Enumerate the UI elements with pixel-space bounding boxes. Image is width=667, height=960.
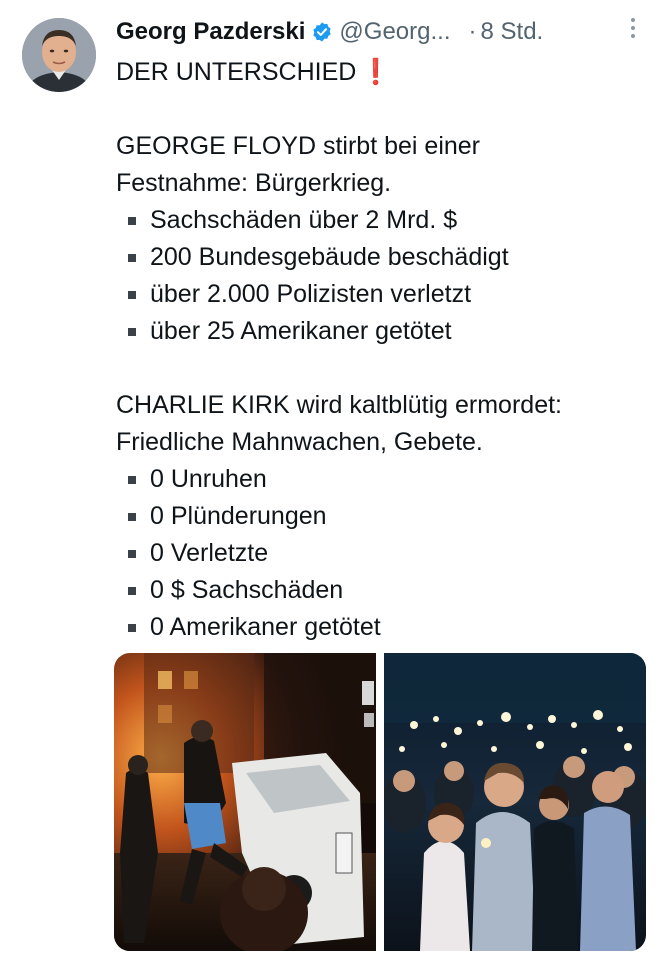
author-name[interactable]: Georg Pazderski <box>116 18 306 45</box>
list-item <box>116 202 646 239</box>
avatar-image <box>22 18 96 92</box>
headline-line <box>116 54 646 91</box>
author-handle[interactable]: @Georg... <box>339 18 451 45</box>
list-item <box>116 535 646 572</box>
list-item-text: 0 Verletzte <box>150 539 269 567</box>
list-item <box>116 313 646 350</box>
bullet-icon <box>128 291 136 299</box>
paragraph-1-line-2: Festnahme: Bürgerkrieg. <box>116 169 392 197</box>
list-item <box>116 461 646 498</box>
bullet-icon <box>128 550 136 558</box>
riot-photo[interactable] <box>114 653 376 951</box>
bullet-icon <box>128 328 136 336</box>
paragraph-2-line-2: Friedliche Mahnwachen, Gebete. <box>116 428 483 456</box>
list-item-text: Sachschäden über 2 Mrd. $ <box>150 206 458 234</box>
paragraph-1-line-1: GEORGE FLOYD stirbt bei einer <box>116 132 481 160</box>
bullet-icon <box>128 476 136 484</box>
avatar[interactable] <box>22 18 96 92</box>
list-item <box>116 276 646 313</box>
separator-dot: · <box>468 18 477 45</box>
list-item <box>116 498 646 535</box>
headline: DER UNTERSCHIED <box>116 58 357 86</box>
bullet-icon <box>128 217 136 225</box>
tweet-header <box>116 14 643 50</box>
list-item-text: 0 Unruhen <box>150 465 267 493</box>
media-grid <box>114 653 646 951</box>
list-item-text: 0 Amerikaner getötet <box>150 613 381 641</box>
more-dot <box>631 18 635 22</box>
exclamation-emoji-icon: ❗ <box>360 58 392 86</box>
verified-badge-icon <box>311 21 333 43</box>
bullet-icon <box>128 254 136 262</box>
bullet-icon <box>128 513 136 521</box>
blank-line <box>116 91 646 128</box>
tweet-text <box>116 54 646 646</box>
list-item <box>116 572 646 609</box>
paragraph-2-line-1: CHARLIE KIRK wird kaltblütig ermordet: <box>116 391 562 419</box>
list-item-text: 0 $ Sachschäden <box>150 576 344 604</box>
bullet-icon <box>128 587 136 595</box>
more-options-icon[interactable] <box>625 10 641 46</box>
more-dot <box>631 26 635 30</box>
list-item-text: über 2.000 Polizisten verletzt <box>150 280 472 308</box>
vigil-photo[interactable] <box>384 653 646 951</box>
list-item <box>116 239 646 276</box>
list-item-text: 200 Bundesgebäude beschädigt <box>150 243 509 271</box>
tweet-timestamp[interactable]: 8 Std. <box>480 18 544 45</box>
bullet-icon <box>128 624 136 632</box>
list-item-text: 0 Plünderungen <box>150 502 327 530</box>
blank-line <box>116 350 646 387</box>
more-dot <box>631 34 635 38</box>
list-item <box>116 609 646 646</box>
list-item-text: über 25 Amerikaner getötet <box>150 317 452 345</box>
